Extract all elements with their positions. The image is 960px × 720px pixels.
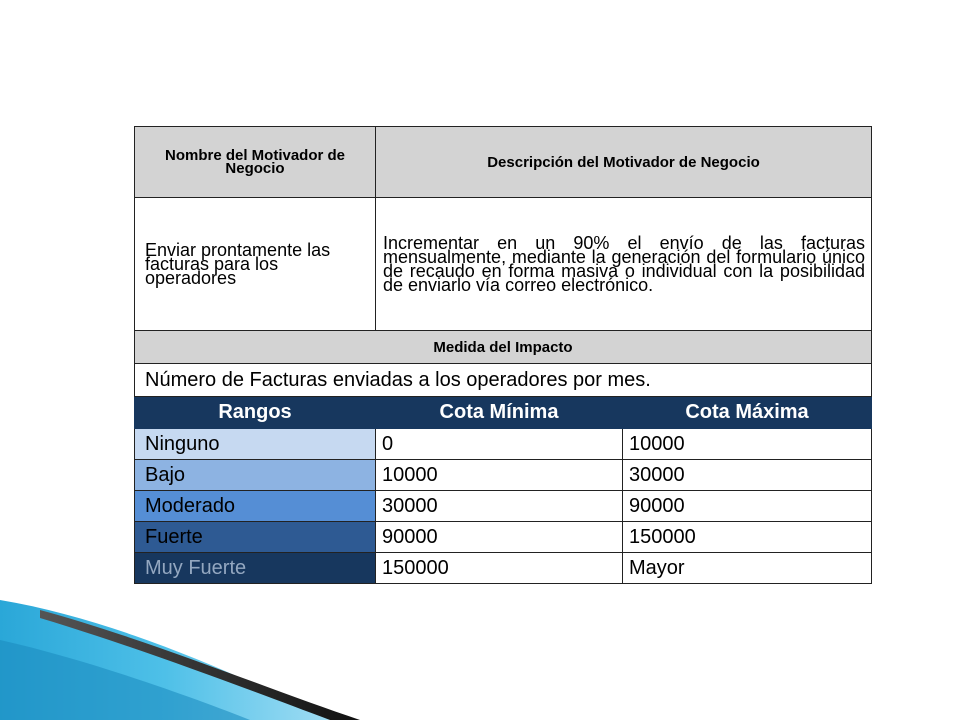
impact-text-row [135, 364, 872, 397]
range-min: 150000 [376, 553, 623, 584]
range-min: 0 [376, 429, 623, 460]
driver-row [135, 198, 872, 331]
range-max: 150000 [623, 522, 872, 553]
business-driver-table [134, 126, 872, 584]
table-row [135, 460, 872, 491]
table-row [135, 522, 872, 553]
table-header-row [135, 127, 872, 198]
range-max: 90000 [623, 491, 872, 522]
max-header: Cota Máxima [623, 397, 872, 429]
range-level: Bajo [135, 460, 376, 491]
range-level: Muy Fuerte [135, 553, 376, 584]
impact-header-row [135, 331, 872, 364]
range-level: Fuerte [135, 522, 376, 553]
range-min: 90000 [376, 522, 623, 553]
table-row [135, 429, 872, 460]
table-row [135, 491, 872, 522]
range-max: 30000 [623, 460, 872, 491]
ranges-header: Rangos [135, 397, 376, 429]
range-min: 10000 [376, 460, 623, 491]
range-level: Ninguno [135, 429, 376, 460]
min-header: Cota Mínima [376, 397, 623, 429]
impact-text: Número de Facturas enviadas a los operadores por mes. [135, 364, 872, 397]
driver-name: Enviar prontamente las facturas para los operadores [135, 198, 376, 331]
driver-name-header: Nombre del Motivador de Negocio [135, 127, 376, 198]
impact-header: Medida del Impacto [135, 331, 872, 364]
driver-description-header: Descripción del Motivador de Negocio [376, 127, 872, 198]
table-row [135, 553, 872, 584]
business-driver-table-wrap [134, 126, 871, 584]
driver-description: Incrementar en un 90% el envío de las facturas mensualmente, mediante la generación del formulario único de recaudo en forma masiva o individual con la posibilidad de enviarlo vía correo electrónico. [376, 198, 872, 331]
range-max: 10000 [623, 429, 872, 460]
range-min: 30000 [376, 491, 623, 522]
ranges-header-row [135, 397, 872, 429]
range-max: Mayor [623, 553, 872, 584]
range-level: Moderado [135, 491, 376, 522]
